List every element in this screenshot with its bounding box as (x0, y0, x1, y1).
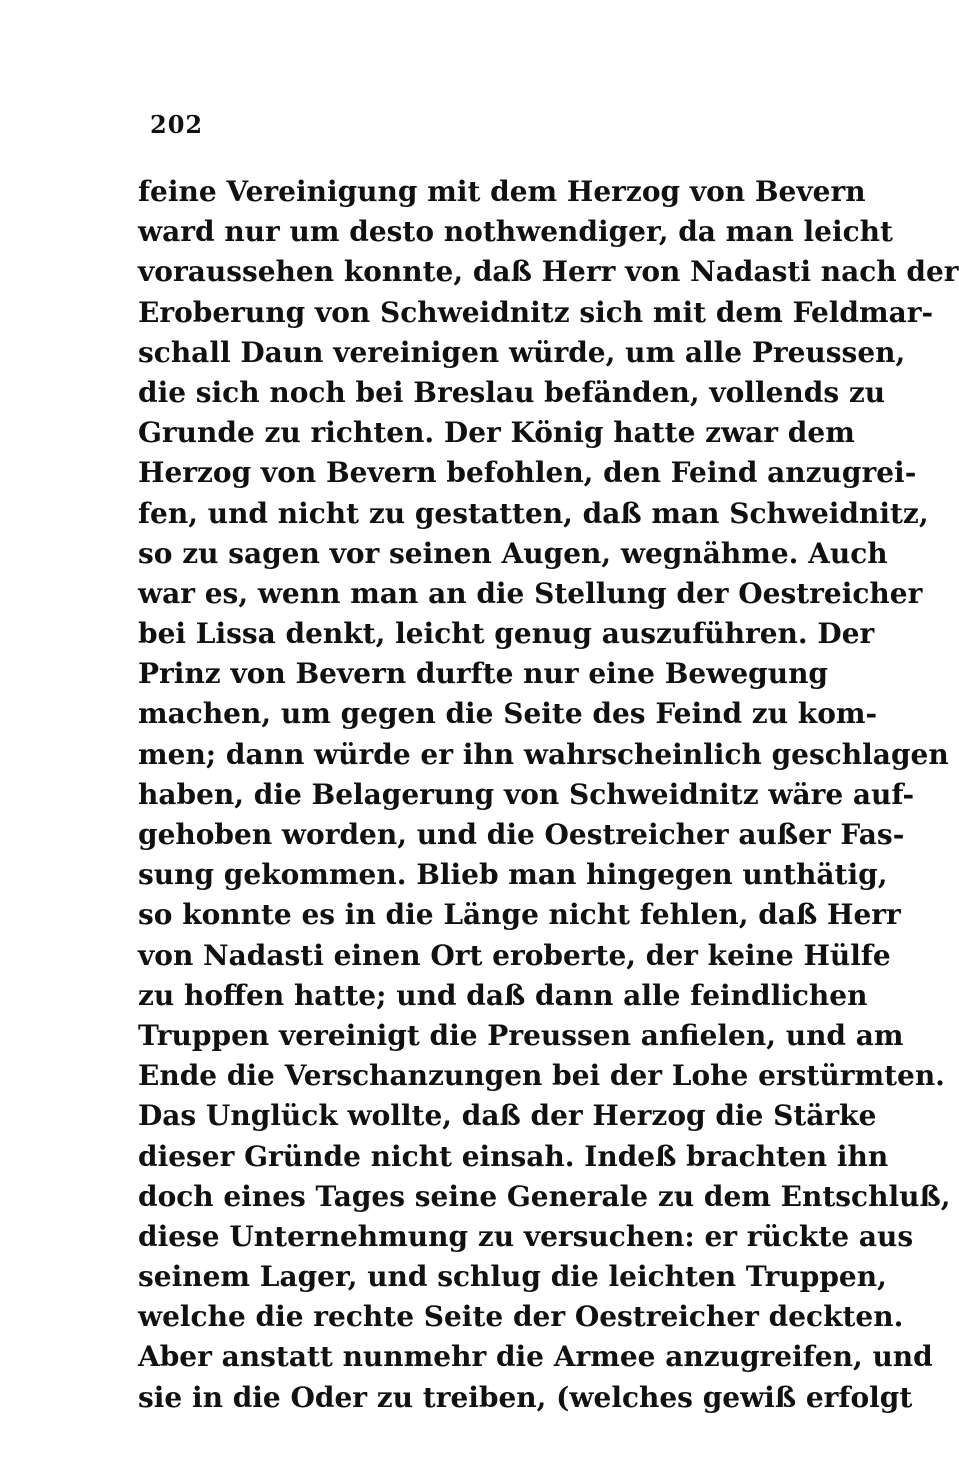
text-line: von Nadasti einen Ort eroberte, der keine Hülfe (138, 938, 891, 972)
text-line: dieser Gründe nicht einsah. Indeß brachten ihn (138, 1139, 889, 1173)
text-line: Truppen vereinigt die Preussen anfielen, und am (138, 1018, 904, 1052)
text-line: machen, um gegen die Seite des Feind zu kom- (138, 697, 878, 731)
text-line: seinem Lager, und schlug die leichten Truppen, (138, 1260, 887, 1294)
text-line: Das Unglück wollte, daß der Herzog die Stärke (138, 1099, 877, 1133)
text-line: Herzog von Bevern befohlen, den Feind anzugrei- (138, 456, 917, 490)
text-line: schall Daun vereinigen würde, um alle Preussen, (138, 335, 906, 369)
text-line: war es, wenn man an die Stellung der Oestreicher (138, 576, 923, 610)
text-line: Aber anstatt nunmehr die Armee anzugreifen, und (138, 1340, 933, 1374)
text-line: gehoben worden, und die Oestreicher außer Fas- (138, 818, 905, 851)
text-line: voraussehen konnte, daß Herr von Nadasti nach der (138, 255, 959, 289)
text-line: die sich noch bei Breslau befänden, vollends zu (138, 375, 886, 409)
text-line: sie in die Oder zu treiben, (welches gewiß erfolgt (138, 1380, 913, 1414)
text-line: so konnte es in die Länge nicht fehlen, daß Herr (138, 898, 901, 932)
text-line: men; dann würde er ihn wahrscheinlich geschlagen (138, 737, 949, 771)
text-line: Ende die Verschanzungen bei der Lohe erstürmten. (138, 1059, 945, 1093)
text-line: welche die rechte Seite der Oestreicher deckten. (138, 1300, 904, 1334)
text-line: feine Vereinigung mit dem Herzog von Bevern (138, 175, 866, 208)
text-line: diese Unternehmung zu versuchen: er rückte aus (138, 1219, 914, 1253)
text-line: sung gekommen. Blieb man hingegen unthätig, (138, 858, 888, 892)
text-line: ward nur um desto nothwendiger, da man leicht (138, 215, 893, 249)
text-line: fen, und nicht zu gestatten, daß man Schweidnitz, (138, 496, 929, 530)
text-line: haben, die Belagerung von Schweidnitz wäre auf- (138, 777, 915, 811)
page-number: 202 (150, 110, 204, 139)
text-line: zu hoffen hatte; und daß dann alle feindlichen (138, 978, 868, 1012)
text-line: doch eines Tages seine Generale zu dem Entschluß, (138, 1179, 951, 1213)
text-line: Grunde zu richten. Der König hatte zwar dem (138, 416, 855, 450)
text-line: so zu sagen vor seinen Augen, wegnähme. Auch (138, 536, 888, 570)
text-line: bei Lissa denkt, leicht genug auszuführen. Der (138, 617, 875, 651)
text-line: Eroberung von Schweidnitz sich mit dem Feldmar- (138, 295, 934, 329)
text-line: Prinz von Bevern durfte nur eine Bewegung (138, 657, 829, 691)
body-text (138, 172, 959, 1418)
